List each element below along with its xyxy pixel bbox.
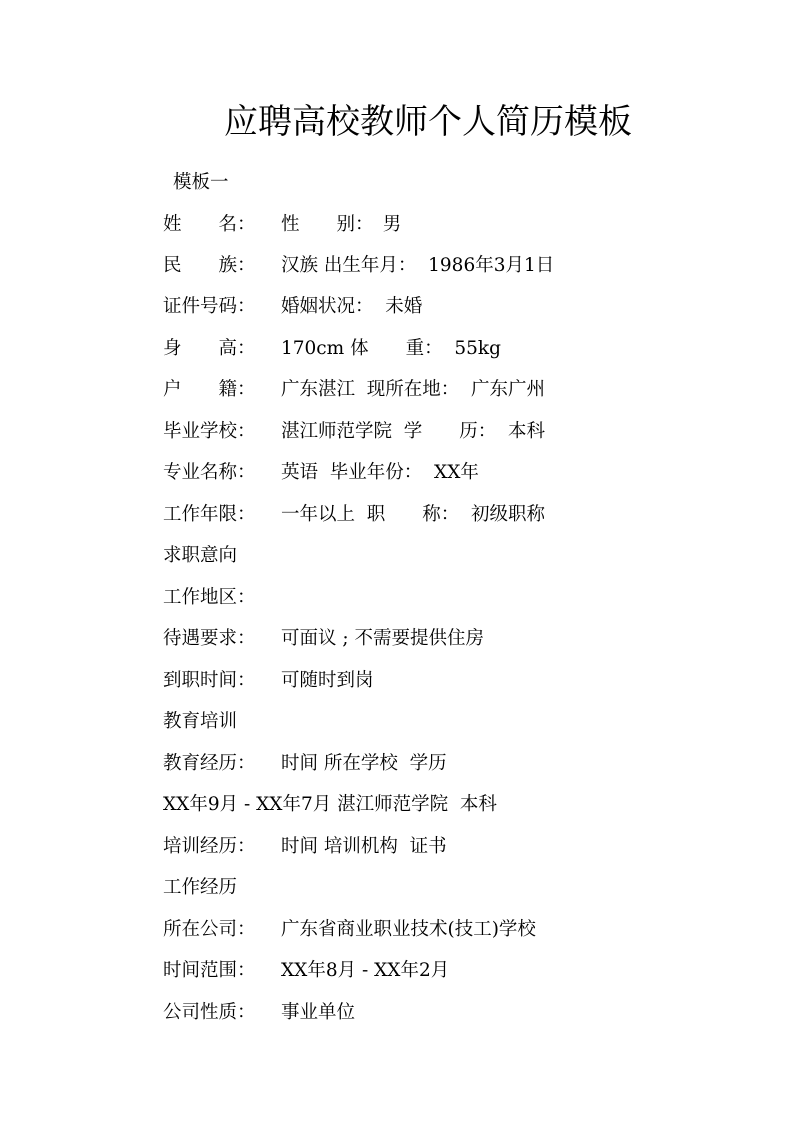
row-value: 时间 培训机构 证书	[281, 836, 447, 857]
row-company-type	[163, 998, 356, 1028]
row-salary	[163, 624, 484, 654]
row-height-weight	[163, 334, 501, 364]
row-training-history	[163, 832, 447, 862]
row-label: 到职时间：	[163, 670, 256, 691]
row-value: XX年8月 - XX年2月	[281, 960, 450, 981]
section-heading: 工作经历	[163, 877, 238, 898]
row-value: 性 别： 男	[281, 214, 402, 235]
row-id-marital	[163, 292, 423, 322]
row-years-title	[163, 500, 546, 530]
section-job-intention	[163, 541, 237, 571]
row-label: 待遇要求：	[163, 628, 256, 649]
section-heading: 求职意向	[163, 545, 238, 566]
row-value: 婚姻状况： 未婚	[281, 296, 423, 317]
document-title: 应聘高校教师个人简历模板	[224, 102, 632, 142]
section-heading: 教育培训	[163, 711, 238, 732]
row-value: 英语 毕业年份： XX年	[281, 462, 479, 483]
row-work-area	[163, 583, 256, 613]
row-hukou-location	[163, 375, 546, 405]
row-value: 事业单位	[281, 1002, 356, 1023]
row-name-gender	[163, 210, 402, 240]
row-education-history	[163, 749, 447, 779]
row-time-range	[163, 956, 450, 986]
row-label: 毕业学校：	[163, 421, 256, 442]
row-value: 湛江师范学院 学 历： 本科	[281, 421, 546, 442]
row-ethnicity-birth	[163, 251, 555, 281]
row-label: 所在公司：	[163, 919, 256, 940]
row-label: 工作地区：	[163, 587, 256, 608]
section-work-experience	[163, 873, 237, 903]
row-value: 广东湛江 现所在地： 广东广州	[281, 379, 546, 400]
row-label: 工作年限：	[163, 504, 256, 525]
row-label: 培训经历：	[163, 836, 256, 857]
row-value: 广东省商业职业技术(技工)学校	[281, 919, 536, 940]
row-value: 可随时到岗	[281, 670, 374, 691]
row-value: 可面议 ; 不需要提供住房	[281, 628, 484, 649]
row-school-degree	[163, 417, 546, 447]
row-value: 时间 所在学校 学历	[281, 753, 447, 774]
row-value: 一年以上 职 称： 初级职称	[281, 504, 546, 525]
row-label: 身 高：	[163, 338, 256, 359]
row-major-year	[163, 458, 479, 488]
row-label: 时间范围：	[163, 960, 256, 981]
section-education-training	[163, 707, 237, 737]
row-label: 公司性质：	[163, 1002, 256, 1023]
row-value: 汉族 出生年月： 1986年3月1日	[281, 255, 555, 276]
row-text: XX年9月 - XX年7月 湛江师范学院 本科	[163, 794, 497, 815]
row-label: 证件号码：	[163, 296, 256, 317]
row-company	[163, 915, 536, 945]
row-value: 170cm 体 重： 55kg	[281, 338, 501, 359]
row-start-time	[163, 666, 374, 696]
row-label: 专业名称：	[163, 462, 256, 483]
template-label: 模板一	[173, 172, 229, 193]
row-label: 户 籍：	[163, 379, 256, 400]
row-label: 姓 名：	[163, 214, 256, 235]
row-label: 民 族：	[163, 255, 256, 276]
row-education-entry	[163, 790, 497, 820]
row-label: 教育经历：	[163, 753, 256, 774]
